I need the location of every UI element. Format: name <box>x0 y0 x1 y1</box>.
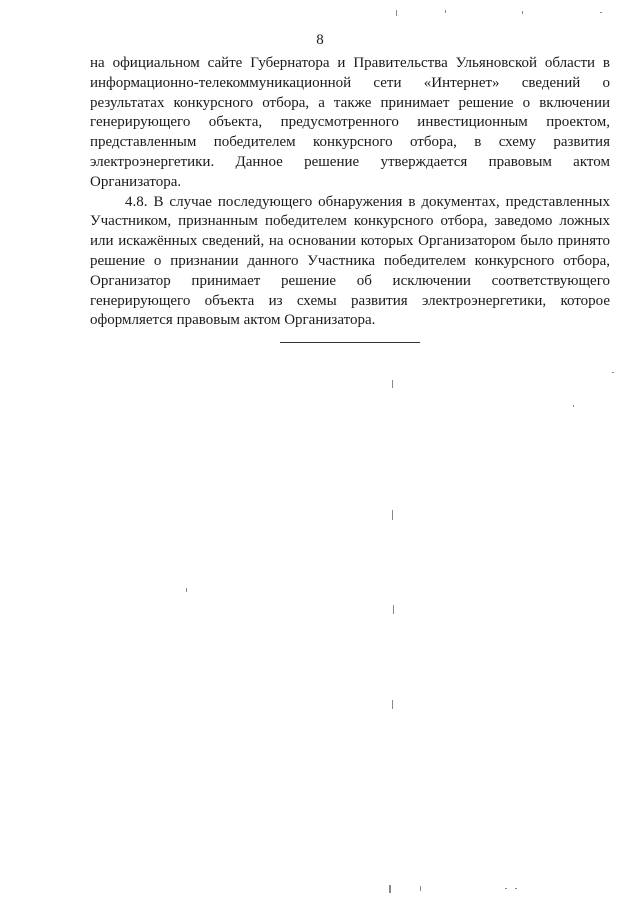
scan-speck <box>186 588 187 592</box>
scan-speck <box>505 888 507 889</box>
scan-speck <box>393 605 394 614</box>
scan-speck <box>522 11 523 14</box>
scan-speck <box>392 380 393 388</box>
document-body <box>90 54 610 331</box>
closing-separator-line <box>280 342 420 343</box>
paragraph-continuation: на официальном сайте Губернатора и Правительства Ульяновской области в информационно-телекоммуникационной сети «Интернет» сведений о результатах конкурсного отбора, а также принимает решение о включении генерирующего объекта, предусмотренного инвестиционным проектом, представленным победителем конкурсного отбора, в схему развития электроэнергетики. Данное решение утверждается правовым актом Организатора. <box>90 55 610 190</box>
page-number: 8 <box>316 32 324 48</box>
scan-speck <box>573 405 574 407</box>
scan-speck <box>600 12 602 13</box>
scan-speck <box>389 885 391 893</box>
scan-speck <box>612 372 614 373</box>
paragraph-4-8: 4.8. В случае последующего обнаружения в документах, представленных Участником, признанным победителем конкурсного отбора, заведомо ложных или искажённых сведений, на основании которых Организатором было принято решение о признании данного Участника победителем конкурсного отбора, Организатор принимает решение об исключении соответствующего генерирующего объекта из схемы развития электроэнергетики, которое оформляется правовым актом Организатора. <box>90 193 610 329</box>
scan-speck <box>392 510 393 520</box>
scan-speck <box>392 700 393 709</box>
scan-speck <box>445 10 446 13</box>
scan-speck <box>420 886 421 891</box>
scan-speck <box>515 888 517 889</box>
scan-speck <box>396 10 397 16</box>
